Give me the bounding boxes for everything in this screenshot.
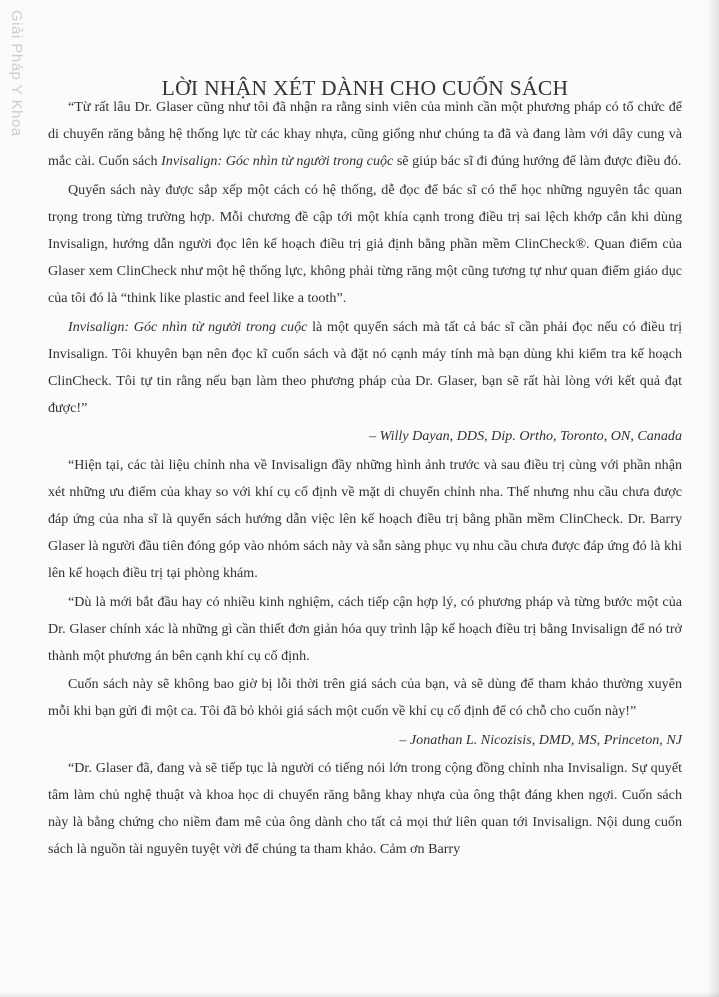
reviewer-signature-2: – Jonathan L. Nicozisis, DMD, MS, Princeton, NJ [399,731,682,748]
review-paragraph-5: “Dù là mới bắt đầu hay có nhiều kinh nghiệm, cách tiếp cận hợp lý, có phương pháp và từng bước một của Dr. Glaser chính xác là những gì cần thiết đơn giản hóa quy trình lập kế hoạch điều trị bằng Invisalign để nó trở thành một phương án bên cạnh khí cụ cố định. [48,593,682,665]
paragraph-text: “Từ rất lâu Dr. Glaser cũng như tôi đã nhận ra rằng sinh viên của mình cần một phương pháp có tổ chức để di chuyển răng bằng hệ thống lực từ các khay nhựa, cũng giống như chúng ta đã và đang làm với dây cung và mắc cài. Cuốn sách [48,99,682,170]
watermark-text: Giải Pháp Y Khoa [8,10,25,137]
book-title-italic: Invisalign: Góc nhìn từ người trong cuộc [161,153,394,170]
page-edge-shadow [707,0,719,997]
reviewer-signature-1: – Willy Dayan, DDS, Dip. Ortho, Toronto, ON, Canada [369,428,682,445]
review-paragraph-6: Cuốn sách này sẽ không bao giờ bị lỗi thời trên giá sách của bạn, và sẽ dùng để tham khảo thường xuyên mỗi khi bạn gửi đi một ca. Tôi đã bỏ khỏi giá sách một cuốn về khí cụ cố định để có chỗ cho cuốn này!” [48,676,682,720]
review-paragraph-3 [48,314,682,423]
page-bottom-edge [0,991,719,997]
review-paragraph-2: Quyển sách này được sắp xếp một cách có hệ thống, dễ đọc để bác sĩ có thể học những nguyên tắc quan trọng trong từng trường hợp. Mỗi chương đề cập tới một khía cạnh trong điều trị sai lệch khớp cắn khi dùng Invisalign, hướng dẫn người đọc lên kế hoạch điều trị giả định bằng phần mềm ClinCheck®. Quan điểm của Glaser xem ClinCheck như một hệ thống lực, không phải từng răng một cũng tương tự như quan điểm giáo dục của tôi đó là “think like plastic and feel like a tooth”. [48,181,682,307]
paragraph-text: là một quyển sách mà tất cả bác sĩ cần phải đọc nếu có điều trị Invisalign. Tôi khuyên bạn nên đọc kĩ cuốn sách và đặt nó cạnh máy tính mà bạn dùng khi kiểm tra kế hoạch ClinCheck. Tôi tự tin rằng nếu bạn làm theo phương pháp của Dr. Glaser, bạn sẽ rất hài lòng với kết quả đạt được!” [48,318,682,417]
book-title-italic: Invisalign: Góc nhìn từ người trong cuộc [68,318,308,335]
review-paragraph-4: “Hiện tại, các tài liệu chỉnh nha về Invisalign đầy những hình ảnh trước và sau điều trị cùng với phần nhận xét những ưu điểm của khay so với khí cụ cố định về mặt di chuyển chỉnh nha. Thế nhưng nhu cầu chưa được đáp ứng của nha sĩ là quyển sách hướng dẫn việc lên kế hoạch điều trị bằng phần mềm ClinCheck. Dr. Barry Glaser là người đầu tiên đóng góp vào nhóm sách này và sẵn sàng phục vụ nhu cầu chưa được đáp ứng đó là khi lên kế hoạch điều trị tại phòng khám. [48,456,682,582]
review-body [48,94,682,865]
paragraph-text: sẽ giúp bác sĩ đi đúng hướng để làm được điều đó. [393,153,682,170]
page-title: LỜI NHẬN XÉT DÀNH CHO CUỐN SÁCH [161,76,569,101]
review-paragraph-7: “Dr. Glaser đã, đang và sẽ tiếp tục là người có tiếng nói lớn trong cộng đồng chỉnh nha Invisalign. Sự quyết tâm làm chủ nghệ thuật và khoa học di chuyển răng bằng khay nhựa của ông thật đáng khen ngợi. Cuốn sách này là bằng chứng cho niềm đam mê của ông dành cho tất cả mọi thứ liên quan tới Invisalign. Nội dung cuốn sách là nguồn tài nguyên tuyệt vời để chúng ta tham khảo. Cảm ơn Barry [48,759,682,858]
review-paragraph-1 [48,94,682,176]
